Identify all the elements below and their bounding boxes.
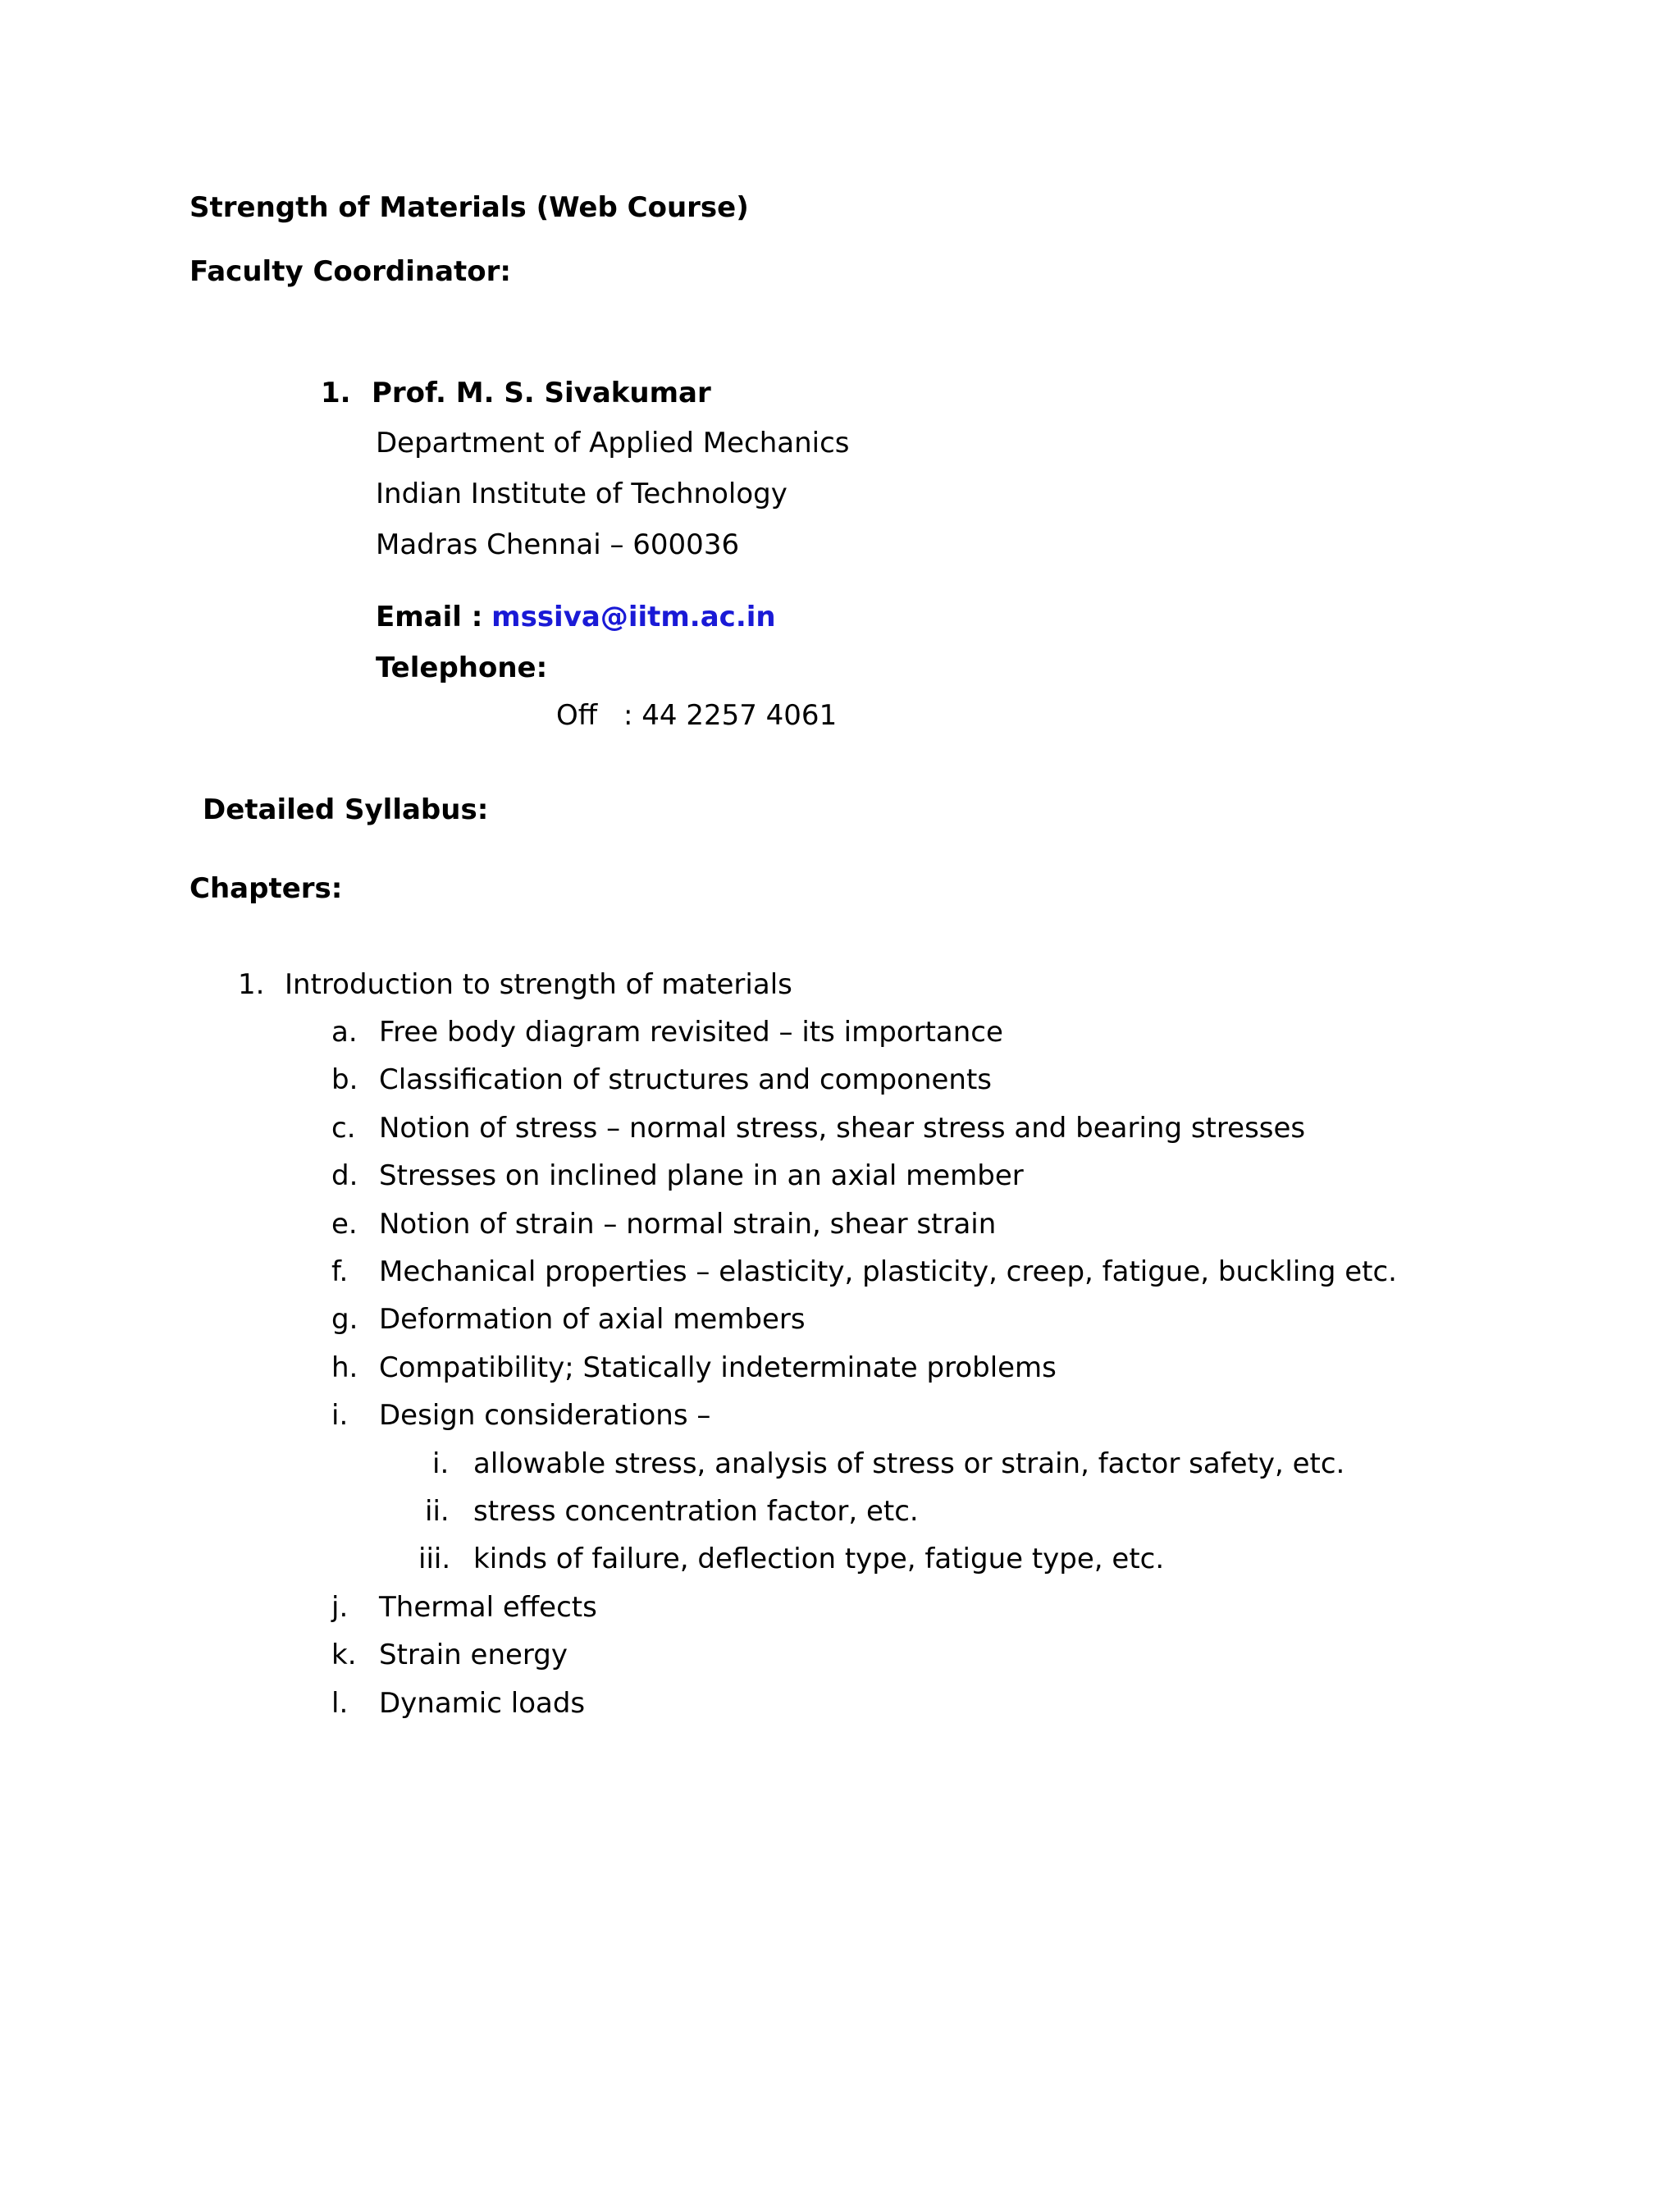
sublist-item: allowable stress, analysis of stress or strain, factor safety, etc. [473,1447,1345,1480]
sublist-item-marker: iii. [418,1543,451,1575]
list-item-marker: f. [331,1255,349,1288]
sublist-item: kinds of failure, deflection type, fatigue type, etc. [473,1543,1165,1575]
list-item-marker: h. [331,1351,358,1384]
list-item-marker: b. [331,1063,358,1096]
list-item: Thermal effects [379,1591,597,1624]
email-row [376,603,776,631]
telephone-label: Telephone: [376,651,548,684]
list-item: Strain energy [379,1639,568,1671]
list-item: Stresses on inclined plane in an axial member [379,1159,1024,1192]
syllabus-heading: Detailed Syllabus: [203,793,489,826]
list-item: Compatibility; Statically indeterminate problems [379,1351,1057,1384]
chapters-heading: Chapters: [189,872,343,905]
list-item-marker: d. [331,1159,358,1192]
list-item: Free body diagram revisited – its importance [379,1016,1003,1049]
faculty-address-line: Madras Chennai – 600036 [376,528,740,561]
sublist-item-marker: ii. [425,1495,450,1528]
email-label: Email : [376,601,483,633]
document-title: Strength of Materials (Web Course) [189,191,749,224]
faculty-name: Prof. M. S. Sivakumar [372,377,711,409]
faculty-heading: Faculty Coordinator: [189,255,511,288]
list-item: Deformation of axial members [379,1303,806,1336]
faculty-address-line: Department of Applied Mechanics [376,427,850,459]
list-item: Classification of structures and components [379,1063,993,1096]
list-item: Notion of stress – normal stress, shear stress and bearing stresses [379,1112,1306,1145]
list-item-marker: c. [331,1112,356,1145]
chapter-number: 1. [238,968,265,1001]
list-item-marker: l. [331,1687,349,1720]
list-item: Notion of strain – normal strain, shear strain [379,1208,997,1241]
sublist-item-marker: i. [432,1447,450,1480]
email-link[interactable]: mssiva@iitm.ac.in [491,601,776,633]
list-item-marker: k. [331,1639,357,1671]
list-item: Mechanical properties – elasticity, plasticity, creep, fatigue, buckling etc. [379,1255,1397,1288]
list-item-marker: i. [331,1399,349,1432]
chapter-title: Introduction to strength of materials [285,968,792,1001]
faculty-address-line: Indian Institute of Technology [376,478,788,510]
faculty-number: 1. [321,377,351,409]
list-item-marker: e. [331,1208,358,1241]
list-item-marker: a. [331,1016,358,1049]
office-phone-label: Off [556,699,598,732]
sublist-item: stress concentration factor, etc. [473,1495,919,1528]
list-item: Design considerations – [379,1399,711,1432]
list-item: Dynamic loads [379,1687,586,1720]
list-item-marker: g. [331,1303,358,1336]
office-phone-value: : 44 2257 4061 [623,699,838,732]
list-item-marker: j. [331,1591,349,1624]
